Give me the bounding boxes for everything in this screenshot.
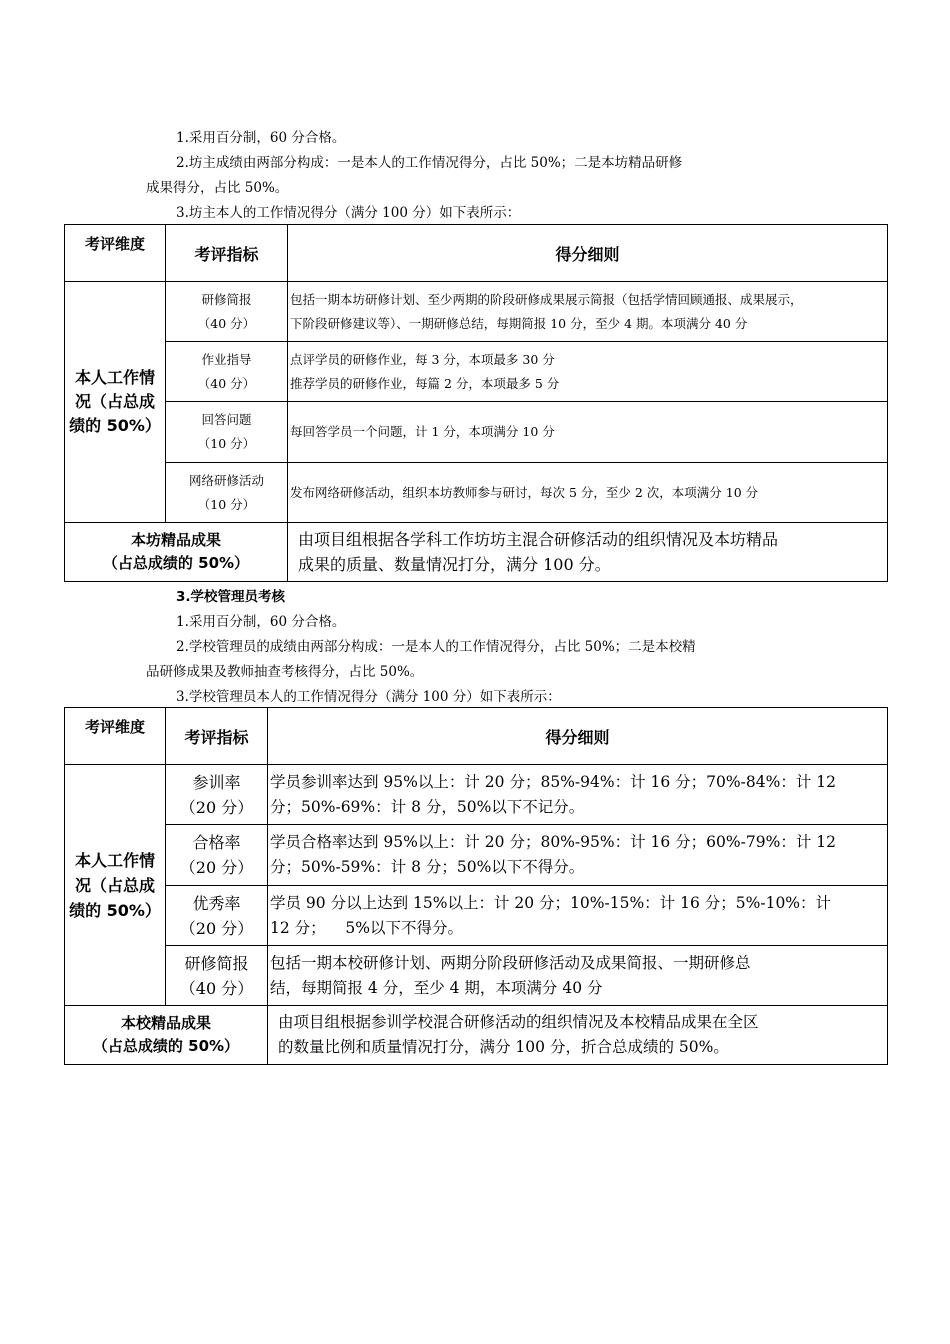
detail-cell bbox=[288, 402, 888, 463]
detail-line: 下阶段研修建议等）、一期研修总结，每期简报 10 分，至少 4 期。本项满分 40 分 bbox=[290, 315, 748, 331]
footer-label-line: 本校精品成果 bbox=[120, 1014, 211, 1032]
detail-cell bbox=[268, 946, 888, 1006]
header-dimension: 考评维度 bbox=[65, 708, 166, 765]
indicator-name: 研修简报 bbox=[184, 953, 249, 973]
header-scoring-rules: 得分细则 bbox=[288, 225, 888, 282]
indicator-name: 参训率 bbox=[192, 772, 241, 792]
table-row bbox=[65, 402, 888, 463]
table-row bbox=[65, 946, 888, 1006]
indicator-cell bbox=[166, 402, 288, 463]
detail-line: 发布网络研修活动，组织本坊教师参与研讨，每次 5 分，至少 2 次，本项满分 10 分 bbox=[290, 484, 759, 500]
footer-detail-line: 成果的质量、数量情况打分，满分 100 分。 bbox=[298, 555, 611, 574]
detail-cell bbox=[268, 886, 888, 946]
detail-cell bbox=[268, 765, 888, 825]
detail-cell bbox=[288, 463, 888, 523]
rule-1: 1.采用百分制，60 分合格。 bbox=[176, 614, 346, 630]
detail-line: 结，每期简报 4 分，至少 4 期，本项满分 40 分 bbox=[270, 978, 603, 997]
footer-label-line: 本坊精品成果 bbox=[130, 531, 221, 549]
detail-cell bbox=[288, 282, 888, 342]
footer-detail-line: 由项目组根据各学科工作坊坊主混合研修活动的组织情况及本坊精品 bbox=[298, 530, 779, 549]
dimension-cell bbox=[65, 282, 166, 523]
indicator-cell bbox=[166, 342, 288, 402]
indicator-name: 研修简报 bbox=[201, 291, 252, 307]
detail-line: 推荐学员的研修作业，每篇 2 分，本项最多 5 分 bbox=[290, 375, 560, 391]
indicator-cell bbox=[166, 463, 288, 523]
footer-label-line: （占总成绩的 50%） bbox=[92, 1037, 240, 1055]
dimension-line: 况（占总成 bbox=[74, 392, 155, 411]
indicator-name: 回答问题 bbox=[201, 412, 252, 427]
footer-detail-line: 的数量比例和质量情况打分，满分 100 分，折合总成绩的 50%。 bbox=[278, 1038, 729, 1056]
detail-line: 每回答学员一个问题，计 1 分，本项满分 10 分 bbox=[290, 424, 555, 439]
indicator-points: （40 分） bbox=[197, 375, 256, 391]
dimension-line: 本人工作情 bbox=[74, 850, 155, 870]
footer-detail-line: 由项目组根据参训学校混合研修活动的组织情况及本校精品成果在全区 bbox=[278, 1013, 759, 1031]
dimension-line: 况（占总成 bbox=[74, 875, 155, 895]
rule-2-continued: 品研修成果及教师抽查考核得分，占比 50%。 bbox=[146, 664, 424, 680]
detail-cell bbox=[268, 825, 888, 886]
header-indicator: 考评指标 bbox=[166, 708, 268, 765]
header-scoring-rules: 得分细则 bbox=[268, 708, 888, 765]
indicator-name: 作业指导 bbox=[201, 351, 252, 367]
detail-line: 点评学员的研修作业，每 3 分，本项最多 30 分 bbox=[290, 351, 555, 367]
detail-line: 包括一期本坊研修计划、至少两期的阶段研修成果展示简报（包括学情回顾通报、成果展示， bbox=[290, 291, 803, 307]
dimension-line: 本人工作情 bbox=[74, 368, 155, 387]
indicator-points: （40 分） bbox=[197, 315, 256, 331]
table-row bbox=[65, 342, 888, 402]
footer-detail-cell bbox=[288, 523, 888, 582]
detail-line: 学员 90 分以上达到 15%以上：计 20 分；10%-15%：计 16 分；5%-10%：计 bbox=[270, 893, 832, 912]
rule-3: 3.学校管理员本人的工作情况得分（满分 100 分）如下表所示： bbox=[176, 689, 561, 705]
detail-line: 学员合格率达到 95%以上：计 20 分；80%-95%：计 16 分；60%-79%：计 12 bbox=[270, 833, 836, 851]
indicator-points: （10 分） bbox=[197, 436, 256, 451]
dimension-cell bbox=[65, 765, 166, 1006]
table-school-admin-evaluation bbox=[64, 707, 888, 1065]
table-row bbox=[65, 765, 888, 825]
table-row bbox=[65, 282, 888, 342]
rule-3: 3.坊主本人的工作情况得分（满分 100 分）如下表所示： bbox=[176, 205, 521, 221]
footer-label-cell bbox=[65, 523, 288, 582]
dimension-line: 绩的 50%） bbox=[69, 416, 161, 435]
indicator-cell bbox=[166, 282, 288, 342]
header-indicator: 考评指标 bbox=[166, 225, 288, 282]
footer-label-cell bbox=[65, 1006, 268, 1065]
table-row bbox=[65, 463, 888, 523]
rule-2: 2.学校管理员的成绩由两部分构成：一是本人的工作情况得分，占比 50%；二是本校精 bbox=[176, 639, 696, 655]
detail-line: 分；50%-59%：计 8 分；50%以下不得分。 bbox=[270, 858, 585, 876]
detail-line: 学员参训率达到 95%以上：计 20 分；85%-94%：计 16 分；70%-84%：计 12 bbox=[270, 772, 836, 791]
detail-cell bbox=[288, 342, 888, 402]
section-heading: 3.学校管理员考核 bbox=[176, 589, 286, 605]
header-dimension: 考评维度 bbox=[65, 225, 166, 282]
indicator-cell bbox=[166, 946, 268, 1006]
footer-label-line: （占总成绩的 50%） bbox=[102, 554, 250, 572]
footer-detail-cell bbox=[268, 1006, 888, 1065]
indicator-cell bbox=[166, 765, 268, 825]
indicator-points: （10 分） bbox=[197, 496, 256, 512]
indicator-points: （20 分） bbox=[179, 858, 254, 877]
rule-2-continued: 成果得分，占比 50%。 bbox=[146, 180, 289, 196]
dimension-line: 绩的 50%） bbox=[69, 900, 161, 920]
indicator-name: 合格率 bbox=[192, 833, 241, 852]
detail-line: 12 分； 5%以下不得分。 bbox=[270, 918, 463, 937]
rule-2: 2.坊主成绩由两部分构成：一是本人的工作情况得分，占比 50%；二是本坊精品研修 bbox=[176, 155, 683, 171]
table-row bbox=[65, 886, 888, 946]
indicator-name: 优秀率 bbox=[192, 893, 241, 913]
table-footer-row bbox=[65, 1006, 888, 1065]
rule-1: 1.采用百分制，60 分合格。 bbox=[176, 130, 346, 146]
detail-line: 分；50%-69%：计 8 分，50%以下不记分。 bbox=[270, 797, 585, 816]
table-row bbox=[65, 825, 888, 886]
indicator-name: 网络研修活动 bbox=[188, 472, 264, 488]
detail-line: 包括一期本校研修计划、两期分阶段研修活动及成果简报、一期研修总 bbox=[270, 953, 751, 972]
indicator-cell bbox=[166, 825, 268, 886]
indicator-points: （40 分） bbox=[179, 978, 254, 998]
indicator-cell bbox=[166, 886, 268, 946]
table-workshop-host-evaluation bbox=[64, 224, 888, 582]
indicator-points: （20 分） bbox=[179, 918, 254, 938]
table-footer-row bbox=[65, 523, 888, 582]
indicator-points: （20 分） bbox=[179, 797, 254, 817]
